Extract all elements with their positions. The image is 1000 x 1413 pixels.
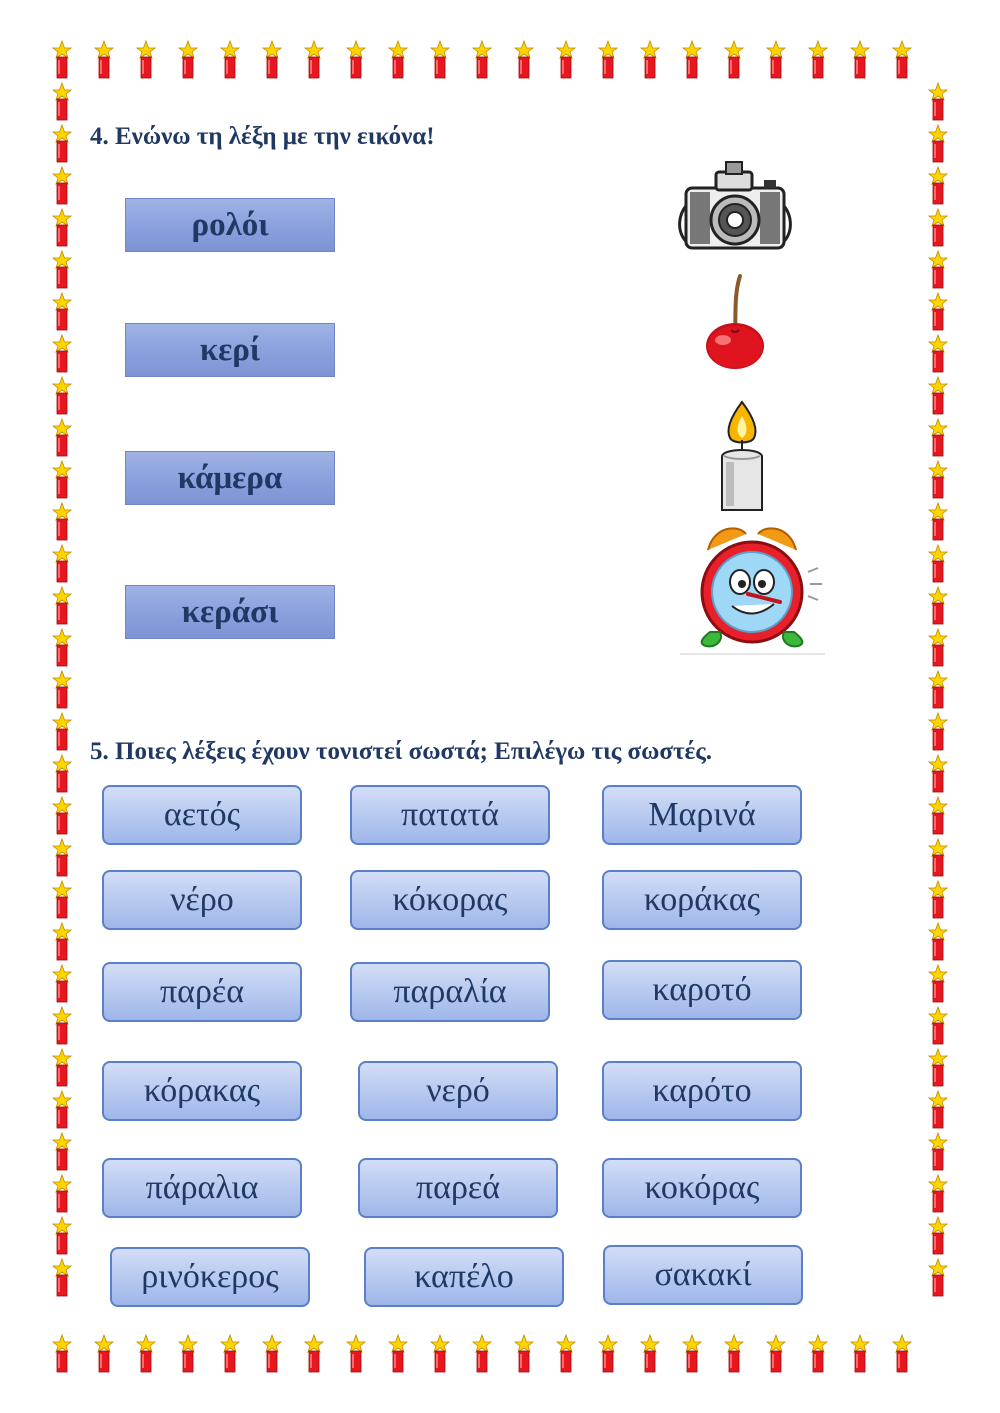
candle-icon xyxy=(851,41,869,78)
candle-icon xyxy=(53,671,71,708)
section4-title: 4. Ενώνω τη λέξη με την εικόνα! xyxy=(90,123,435,150)
candle-icon xyxy=(809,1335,827,1372)
choice-option-18[interactable]: σακακί xyxy=(603,1245,803,1305)
candle-icon xyxy=(893,41,911,78)
choice-option-15[interactable]: κοκόρας xyxy=(602,1158,802,1218)
candle-icon xyxy=(767,1335,785,1372)
candle-icon xyxy=(929,629,947,666)
candle-icon xyxy=(515,1335,533,1372)
candle-icon xyxy=(53,839,71,876)
candle-icon xyxy=(53,1007,71,1044)
candle-icon xyxy=(305,1335,323,1372)
border-left-candles xyxy=(53,83,71,1296)
choice-option-5[interactable]: κόκορας xyxy=(350,870,550,930)
candle-icon xyxy=(851,1335,869,1372)
candle-icon xyxy=(53,1217,71,1254)
candle-icon xyxy=(929,335,947,372)
candle-icon xyxy=(53,587,71,624)
candle-icon xyxy=(929,839,947,876)
candle-icon xyxy=(599,1335,617,1372)
candle-icon xyxy=(767,41,785,78)
choice-option-1[interactable]: αετός xyxy=(102,785,302,845)
candle-icon xyxy=(725,1335,743,1372)
alarm-clock-icon[interactable] xyxy=(680,520,825,658)
candle-icon xyxy=(557,1335,575,1372)
candle-icon xyxy=(929,797,947,834)
candle-icon xyxy=(599,41,617,78)
word-box-2[interactable]: κερί xyxy=(125,323,335,377)
candle-icon xyxy=(515,41,533,78)
candle-icon xyxy=(53,503,71,540)
candle-icon xyxy=(683,41,701,78)
candle-icon xyxy=(929,1007,947,1044)
candle-icon xyxy=(641,1335,659,1372)
candle-icon xyxy=(431,41,449,78)
candle-icon xyxy=(929,713,947,750)
choice-option-10[interactable]: κόρακας xyxy=(102,1061,302,1121)
candle-icon xyxy=(53,1175,71,1212)
candle-icon xyxy=(929,461,947,498)
candle-icon xyxy=(929,881,947,918)
candle-icon xyxy=(53,293,71,330)
candle-icon xyxy=(725,41,743,78)
candle-icon xyxy=(53,1259,71,1296)
candle-icon xyxy=(929,125,947,162)
candle-icon xyxy=(929,671,947,708)
choice-option-17[interactable]: καπέλο xyxy=(364,1247,564,1307)
candle-icon xyxy=(929,1259,947,1296)
candle-icon xyxy=(929,1133,947,1170)
candle-icon xyxy=(263,41,281,78)
candle-icon xyxy=(473,1335,491,1372)
candle-icon xyxy=(53,797,71,834)
candle-icon xyxy=(53,167,71,204)
candle-icon xyxy=(929,209,947,246)
candle-icon xyxy=(137,1335,155,1372)
candle-icon xyxy=(929,503,947,540)
candle-icon xyxy=(53,125,71,162)
choice-option-12[interactable]: καρότο xyxy=(602,1061,802,1121)
candle-icon xyxy=(683,1335,701,1372)
candle-icon xyxy=(53,923,71,960)
candle-icon xyxy=(263,1335,281,1372)
candle-icon xyxy=(809,41,827,78)
candle-icon xyxy=(929,419,947,456)
candle-icon xyxy=(137,41,155,78)
candle-icon xyxy=(347,1335,365,1372)
candle-icon xyxy=(53,545,71,582)
choice-option-4[interactable]: νέρο xyxy=(102,870,302,930)
candle-icon xyxy=(53,209,71,246)
candle-icon xyxy=(95,1335,113,1372)
candle-icon xyxy=(53,713,71,750)
candle-icon xyxy=(53,335,71,372)
candle-icon xyxy=(473,41,491,78)
candle-icon xyxy=(53,41,71,78)
choice-option-16[interactable]: ρινόκερος xyxy=(110,1247,310,1307)
candle-icon xyxy=(221,1335,239,1372)
candle-icon xyxy=(929,923,947,960)
candle-icon xyxy=(53,419,71,456)
border-bottom-candles xyxy=(53,1335,911,1372)
candle-icon xyxy=(179,41,197,78)
candle-icon xyxy=(929,83,947,120)
candle-icon xyxy=(53,83,71,120)
choice-option-6[interactable]: κοράκας xyxy=(602,870,802,930)
candle-icon xyxy=(641,41,659,78)
choice-option-9[interactable]: καροτό xyxy=(602,960,802,1020)
candle-icon xyxy=(929,1049,947,1086)
candle-icon xyxy=(305,41,323,78)
candle-icon xyxy=(53,755,71,792)
candle-icon xyxy=(53,1049,71,1086)
candle-icon xyxy=(53,965,71,1002)
word-box-4[interactable]: κεράσι xyxy=(125,585,335,639)
choice-option-2[interactable]: πατατά xyxy=(350,785,550,845)
border-top-candles xyxy=(53,41,911,78)
choice-option-13[interactable]: πάραλια xyxy=(102,1158,302,1218)
choice-option-14[interactable]: παρεά xyxy=(358,1158,558,1218)
choice-option-3[interactable]: Μαρινά xyxy=(602,785,802,845)
candle-icon xyxy=(929,545,947,582)
candle-icon[interactable] xyxy=(712,398,772,512)
candle-icon xyxy=(431,1335,449,1372)
candle-icon xyxy=(929,965,947,1002)
candle-icon xyxy=(221,41,239,78)
candle-icon xyxy=(53,1335,71,1372)
candle-icon xyxy=(893,1335,911,1372)
word-box-1[interactable]: ρολόι xyxy=(125,198,335,252)
candle-icon xyxy=(557,41,575,78)
candle-icon xyxy=(179,1335,197,1372)
candle-icon xyxy=(929,293,947,330)
candle-icon xyxy=(95,41,113,78)
candle-icon xyxy=(929,1217,947,1254)
candle-icon xyxy=(389,1335,407,1372)
candle-icon xyxy=(53,629,71,666)
candle-icon xyxy=(929,755,947,792)
candle-icon xyxy=(929,251,947,288)
candle-icon xyxy=(929,1091,947,1128)
candle-icon xyxy=(53,1133,71,1170)
border-right-candles xyxy=(929,83,947,1296)
candle-icon xyxy=(929,1175,947,1212)
candle-icon xyxy=(53,881,71,918)
choice-option-11[interactable]: νερό xyxy=(358,1061,558,1121)
candle-icon xyxy=(53,377,71,414)
candle-icon xyxy=(929,167,947,204)
section5-title: 5. Ποιες λέξεις έχουν τονιστεί σωστά; Επιλέγω τις σωστές. xyxy=(90,738,713,765)
choice-option-8[interactable]: παραλία xyxy=(350,962,550,1022)
candle-icon xyxy=(389,41,407,78)
choice-option-7[interactable]: παρέα xyxy=(102,962,302,1022)
candle-icon xyxy=(53,1091,71,1128)
candle-icon xyxy=(53,461,71,498)
candle-icon xyxy=(929,587,947,624)
candle-icon xyxy=(347,41,365,78)
camera-icon[interactable] xyxy=(672,158,798,258)
cherry-icon[interactable] xyxy=(700,270,770,372)
candle-icon xyxy=(929,377,947,414)
candle-icon xyxy=(53,251,71,288)
word-box-3[interactable]: κάμερα xyxy=(125,451,335,505)
